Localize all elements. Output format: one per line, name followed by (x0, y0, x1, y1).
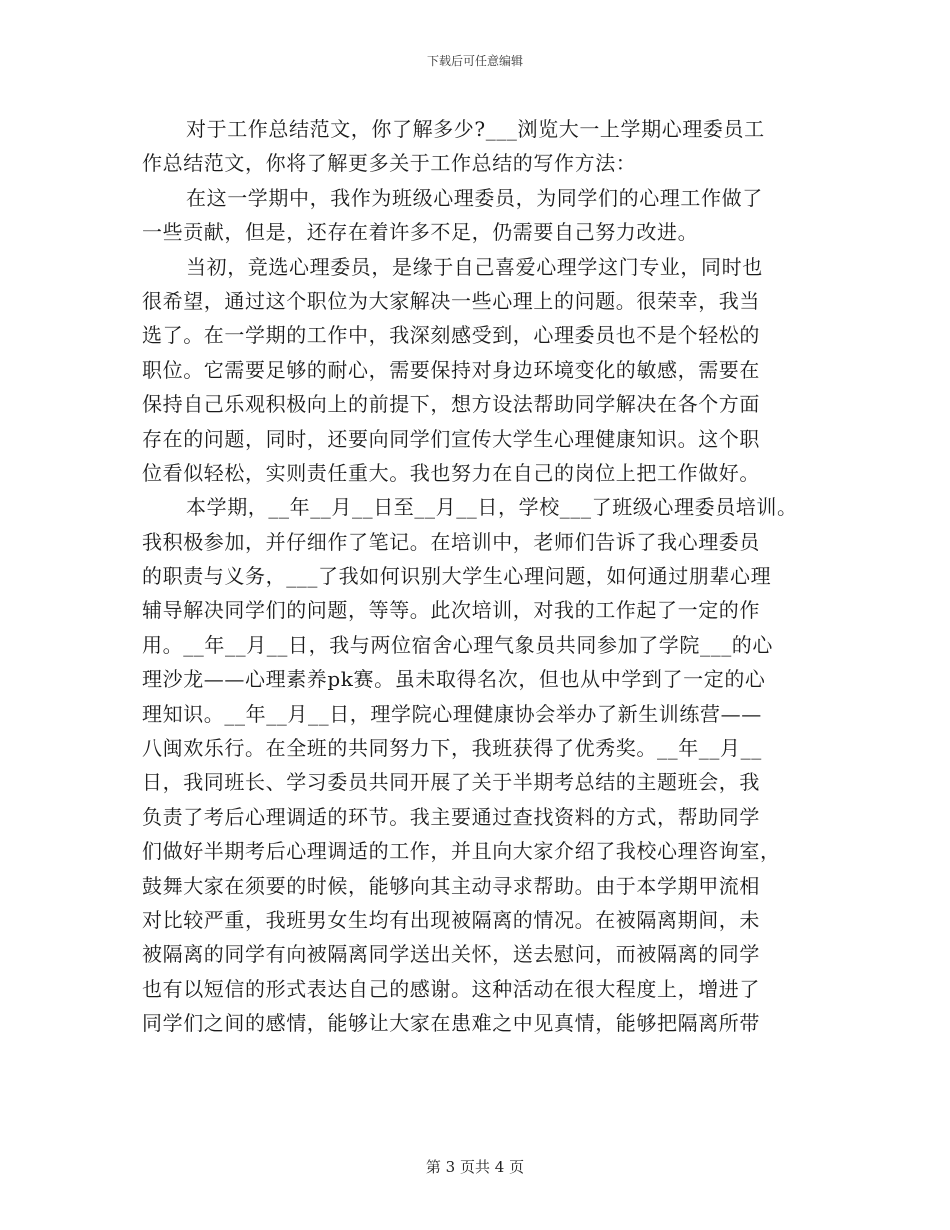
page-header: 下载后可任意编辑 (426, 54, 523, 68)
body-text (142, 112, 832, 1041)
text-line: 被隔离的同学有向被隔离同学送出关怀，送去慰问，而被隔离的同学 (142, 942, 760, 967)
text-line: 位看似轻松，实则责任重大。我也努力在自己的岗位上把工作做好。 (142, 460, 760, 485)
text-line: 对比较严重，我班男女生均有出现被隔离的情况。在被隔离期间，未 (142, 907, 760, 932)
text-line: 理知识。__年__月__日，理学院心理健康协会举办了新生训练营—— (142, 701, 762, 726)
text-line: 当初，竞选心理委员，是缘于自己喜爱心理学这门专业，同时也 (186, 254, 763, 279)
text-line: 本学期，__年__月__日至__月__日，学校___了班级心理委员培训。 (186, 495, 798, 520)
text-line: 们做好半期考后心理调适的工作，并且向大家介绍了我校心理咨询室， (142, 839, 781, 864)
text-line: 用。__年__月__日，我与两位宿舍心理气象员共同参加了学院___的心 (142, 632, 773, 657)
text-line: 也有以短信的形式表达自己的感谢。这种活动在很大程度上，增进了 (142, 976, 760, 1001)
text-line: 存在的问题，同时，还要向同学们宣传大学生心理健康知识。这个职 (142, 426, 760, 451)
text-line: 选了。在一学期的工作中，我深刻感受到，心理委员也不是个轻松的 (142, 323, 760, 348)
text-line: 作总结范文，你将了解更多关于工作总结的写作方法： (142, 151, 637, 176)
text-line: 负责了考后心理调适的环节。我主要通过查找资料的方式，帮助同学 (142, 804, 760, 829)
text-line: 理沙龙——心理素养pk赛。虽未取得名次，但也从中学到了一定的心 (142, 667, 766, 692)
text-line: 我积极参加，并仔细作了笔记。在培训中，老师们告诉了我心理委员 (142, 529, 760, 554)
text-line: 职位。它需要足够的耐心，需要保持对身边环境变化的敏感，需要在 (142, 357, 760, 382)
text-line: 很希望，通过这个职位为大家解决一些心理上的问题。很荣幸，我当 (142, 288, 760, 313)
text-line: 对于工作总结范文，你了解多少?___浏览大一上学期心理委员工 (186, 117, 765, 141)
page-footer: 第 3 页共 4 页 (425, 1158, 525, 1176)
text-line: 一些贡献，但是，还存在着许多不足，仍需要自己努力改进。 (142, 220, 699, 245)
text-line: 的职责与义务，___了我如何识别大学生心理问题，如何通过朋辈心理 (142, 564, 772, 589)
text-line: 在这一学期中，我作为班级心理委员，为同学们的心理工作做了 (186, 185, 763, 210)
text-line: 日，我同班长、学习委员共同开展了关于半期考总结的主题班会，我 (142, 770, 760, 795)
text-line: 八闽欢乐行。在全班的共同努力下，我班获得了优秀奖。__年__月__ (142, 736, 762, 761)
text-line: 保持自己乐观积极向上的前提下，想方设法帮助同学解决在各个方面 (142, 392, 760, 417)
text-line: 辅导解决同学们的问题，等等。此次培训，对我的工作起了一定的作 (142, 598, 760, 623)
text-line: 鼓舞大家在须要的时候，能够向其主动寻求帮助。由于本学期甲流相 (142, 873, 760, 898)
text-line: 同学们之间的感情，能够让大家在患难之中见真情，能够把隔离所带 (142, 1011, 760, 1036)
